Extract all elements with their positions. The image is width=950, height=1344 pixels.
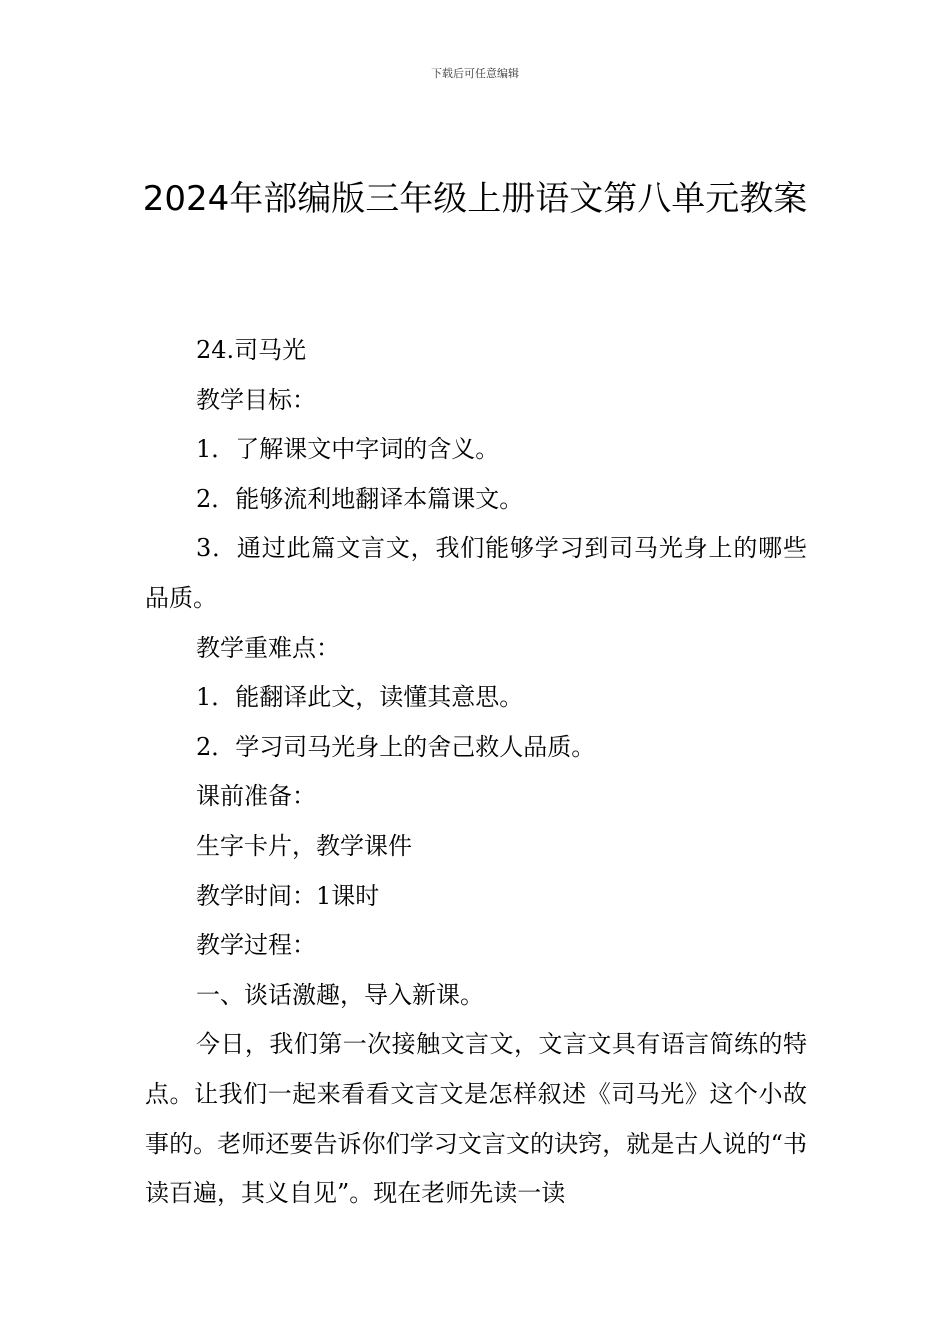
section-heading-preparation: 课前准备： <box>196 782 316 811</box>
section-heading-objectives: 教学目标： <box>196 385 316 414</box>
objective-item: 3．通过此篇文言文，我们能够学习到司马光身上的哪些品质。 <box>145 534 807 612</box>
key-point-item: 1．能翻译此文，读懂其意思。 <box>196 683 524 712</box>
objective-item: 1．了解课文中字词的含义。 <box>196 435 500 464</box>
preparation-text: 生字卡片，教学课件 <box>196 831 412 860</box>
objective-item: 2．能够流利地翻译本篇课文。 <box>196 484 524 513</box>
document-body <box>145 326 807 1219</box>
teaching-time: 教学时间：1课时 <box>196 881 380 910</box>
process-step-heading: 一、谈话激趣，导入新课。 <box>196 980 484 1009</box>
section-heading-process: 教学过程： <box>196 931 316 960</box>
body-paragraph: 今日，我们第一次接触文言文，文言文具有语言简练的特点。让我们一起来看看文言文是怎样叙述《司马光》这个小故事的。老师还要告诉你们学习文言文的诀窍，就是古人说的“书读百遍，其义自见”。现在老师先读一读 <box>145 1030 807 1208</box>
key-point-item: 2．学习司马光身上的舍己救人品质。 <box>196 732 596 761</box>
lesson-heading: 24.司马光 <box>196 336 307 364</box>
document-title: 2024年部编版三年级上册语文第八单元教案 <box>142 179 808 219</box>
header-note: 下载后可任意编辑 <box>431 67 519 80</box>
section-heading-key-points: 教学重难点： <box>196 633 340 662</box>
